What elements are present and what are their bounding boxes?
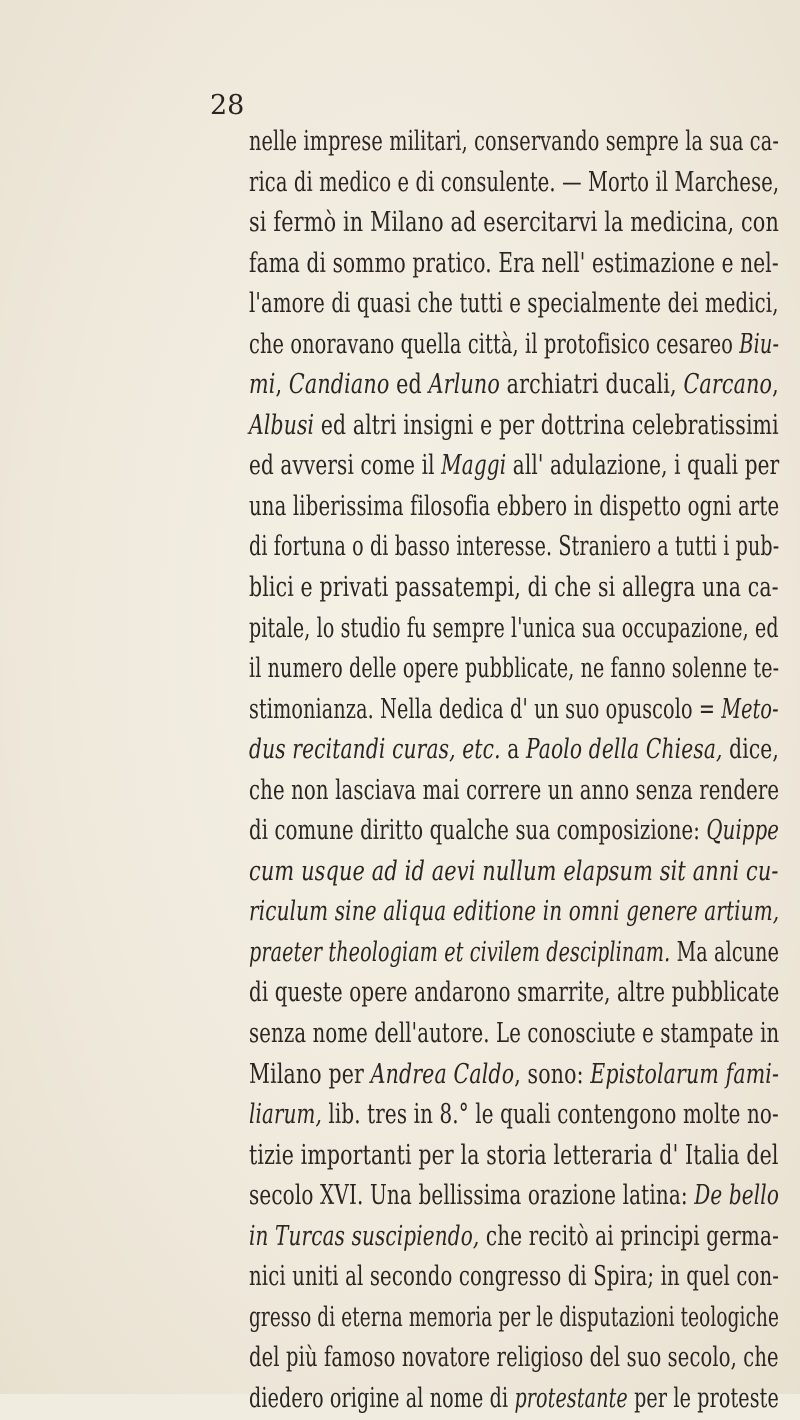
text-run: tizie importanti per la storia letteraria d' Italia del — [249, 1139, 779, 1171]
text-run: rica di medico e di consulente. — Morto il Marchese, — [249, 166, 780, 198]
text-run: archiatri ducali, — [499, 369, 684, 401]
text-run: ed avversi come il — [249, 450, 442, 482]
text-line — [249, 1176, 779, 1217]
text-run: , sono: — [514, 1058, 591, 1090]
text-line — [249, 609, 779, 650]
text-run: ed altri insigni e per dottrina celebratissimi — [314, 409, 779, 441]
text-run: a — [500, 734, 526, 766]
italic-text: Albusi — [249, 409, 315, 441]
body-text — [249, 122, 779, 1420]
text-run: di comune diritto qualche sua composizione: — [249, 815, 707, 847]
text-line — [249, 244, 779, 285]
text-run: blici e privati passatempi, di che si allegra una ca- — [249, 572, 779, 604]
text-line — [249, 1257, 779, 1298]
text-run: che non lasciava mai correre un anno senza rendere — [249, 774, 780, 806]
text-line — [249, 487, 779, 528]
text-run: il numero delle opere pubblicate, ne fanno solenne te- — [249, 653, 780, 685]
text-line — [249, 325, 779, 366]
italic-text: riculum sine aliqua editione in omni genere artium, — [249, 896, 780, 928]
italic-text: Carcano — [683, 369, 773, 401]
text-run: lib. tres in 8.° le quali contengono molte no- — [321, 1099, 779, 1131]
text-run: secolo XVI. Una bellissima orazione latina: — [249, 1180, 695, 1212]
italic-text: Biu- — [739, 328, 780, 360]
italic-text: Paolo della Chiesa, — [525, 734, 723, 766]
text-line — [249, 203, 779, 244]
italic-text: Candiano — [288, 369, 390, 401]
text-run: nelle imprese militari, conservando sempre la sua ca- — [249, 126, 779, 157]
text-line — [249, 1014, 779, 1055]
text-line — [249, 568, 779, 609]
text-run: , — [275, 369, 289, 401]
text-run: una liberissima filosofia ebbero in dispetto ogni arte — [249, 490, 780, 522]
text-run: , — [772, 369, 779, 401]
page-number: 28 — [210, 90, 245, 121]
text-run: si fermò in Milano ad esercitarvi la medicina, con — [249, 207, 779, 239]
text-run: stimonianza. Nella dedica d' un suo opuscolo = — [249, 693, 722, 725]
text-line — [249, 284, 779, 325]
text-line — [249, 730, 779, 771]
text-line — [249, 365, 779, 406]
text-line — [249, 771, 779, 812]
italic-text: Arluno — [428, 369, 500, 401]
text-run: gresso di eterna memoria per le disputazioni teologiche — [249, 1301, 780, 1333]
italic-text: Epistolarum fami- — [590, 1058, 780, 1090]
italic-text: protestante — [514, 1382, 628, 1414]
text-run: pitale, lo studio fu sempre l'unica sua occupazione, ed — [249, 612, 779, 644]
text-line — [249, 933, 779, 974]
text-run: Ma alcune — [670, 936, 780, 968]
italic-text: Meto- — [721, 693, 779, 725]
text-line — [249, 1298, 779, 1339]
text-line — [249, 406, 779, 447]
text-line — [249, 1379, 779, 1420]
italic-text: praeter theologiam et civilem desciplinam. — [249, 936, 671, 968]
text-line — [249, 446, 779, 487]
text-line — [249, 690, 779, 731]
text-line — [249, 163, 779, 204]
text-line — [249, 1136, 779, 1177]
text-line — [249, 1055, 779, 1096]
italic-text: De bello — [694, 1180, 779, 1212]
text-run: ed — [389, 369, 429, 401]
text-run: del più famoso novatore religioso del suo secolo, che — [249, 1342, 779, 1374]
text-run: nici uniti al secondo congresso di Spira; in quel con- — [249, 1261, 780, 1293]
text-line — [249, 1217, 779, 1258]
text-line — [249, 811, 779, 852]
text-line — [249, 122, 779, 163]
text-run: che onoravano quella città, il protofisico cesareo — [249, 328, 740, 360]
text-line — [249, 649, 779, 690]
text-run: senza nome dell'autore. Le conosciute e stampate in — [249, 1018, 780, 1050]
italic-text: in Turcas suscipiendo, — [249, 1220, 480, 1252]
text-line — [249, 527, 779, 568]
italic-text: dus recitandi curas, etc. — [249, 734, 501, 766]
text-run: Milano per — [249, 1058, 371, 1090]
italic-text: mi — [249, 369, 276, 401]
text-run: per le proteste — [627, 1382, 779, 1414]
text-run: dice, — [722, 734, 779, 766]
text-run: di fortuna o di basso interesse. Straniero a tutti i pub- — [249, 531, 780, 563]
italic-text: Andrea Caldo — [370, 1058, 515, 1090]
italic-text: cum usque ad id aevi nullum elapsum sit anni cu- — [249, 855, 779, 887]
italic-text: Maggi — [441, 450, 507, 482]
italic-text: liarum, — [249, 1099, 322, 1131]
text-run: che recitò ai principi germa- — [479, 1220, 779, 1252]
text-run: diedero origine al nome di — [249, 1382, 515, 1414]
italic-text: Quippe — [706, 815, 780, 847]
text-line — [249, 892, 779, 933]
text-run: all' adulazione, i quali per — [506, 450, 780, 482]
text-line — [249, 1338, 779, 1379]
text-run: fama di sommo pratico. Era nell' estimazione e nel- — [249, 247, 779, 279]
text-line — [249, 973, 779, 1014]
text-line — [249, 852, 779, 893]
text-run: l'amore di quasi che tutti e specialmente dei medici, — [249, 288, 779, 320]
text-run: di queste opere andarono smarrite, altre pubblicate — [249, 977, 780, 1009]
text-line — [249, 1095, 779, 1136]
